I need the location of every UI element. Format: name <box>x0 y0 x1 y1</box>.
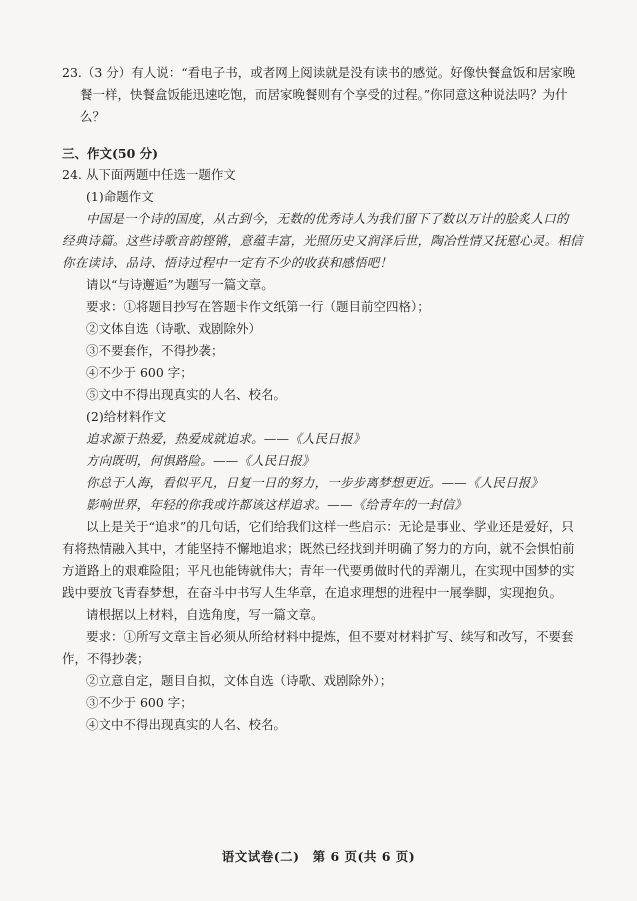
section-title: 三、作文(50 分) <box>62 146 159 161</box>
part1-material-line: 中国是一个诗的国度，从古到今，无数的优秀诗人为我们留下了数以万计的脍炙人口的 <box>86 211 569 226</box>
part2-paragraph-line: 以上是关于“追求”的几句话，它们给我们这样一些启示：无论是事业、学业还是爱好，只 <box>86 519 574 534</box>
part2-requirement: 作，不得抄袭； <box>62 651 150 666</box>
part2-paragraph-line: 践中要放飞青春梦想，在奋斗中书写人生华章，在追求理想的进程中一展拳脚，实现抱负。 <box>62 585 563 600</box>
part1-requirement: ③不要套作，不得抄袭； <box>86 343 224 358</box>
part1-requirement: ②文体自选（诗歌、戏剧除外） <box>86 321 262 336</box>
part2-requirement: 要求：①所写文章主旨必须从所给材料中提炼，但不要对材料扩写、续写和改写，不要套 <box>86 629 574 644</box>
part1-requirement: 要求：①将题目抄写在答题卡作文纸第一行（题目前空四格）； <box>86 299 430 314</box>
part2-quote: 你总于人海，看似平凡，日复一日的努力，一步步离梦想更近。——《人民日报》 <box>86 475 544 490</box>
question-23 <box>62 62 592 128</box>
part2-paragraph-line: 方道路上的艰难险阻；平凡也能铸就伟大；青年一代要勇做时代的弄潮儿，在实现中国梦的实 <box>62 563 575 578</box>
page-footer: 语文试卷(二) 第 6 页(共 6 页) <box>221 849 416 864</box>
part2-requirement: ④文中不得出现真实的人名、校名。 <box>86 717 287 732</box>
question-23-line-1: 23.（3 分）有人说：“看电子书，或者网上阅读就是没有读书的感觉。好像快餐盒饭和居家晚 <box>62 65 576 80</box>
question-23-line-2: 餐一样，快餐盒饭能迅速吃饱，而居家晚餐则有个享受的过程。”你同意这种说法吗？为什 <box>80 87 568 102</box>
part2-requirement: ③不少于 600 字； <box>86 695 193 710</box>
part2-requirement: ②立意自定，题目自拟，文体自选（诗歌、戏剧除外）； <box>86 673 393 688</box>
part1-requirement: ⑤文中不得出现真实的人名、校名。 <box>86 387 287 402</box>
part2-title: (2)给材料作文 <box>86 409 167 424</box>
part2-prompt: 请根据以上材料，自选角度，写一篇文章。 <box>86 607 324 622</box>
part2-paragraph-line: 有将热情融入其中，才能坚持不懈地追求；既然已经找到并明确了努力的方向，就不会惧怕前 <box>62 541 575 556</box>
question-23-line-3: 么？ <box>80 109 106 124</box>
part1-prompt: 请以“与诗邂逅”为题写一篇文章。 <box>86 277 274 292</box>
part2-quote: 方向既明，何惧路险。——《人民日报》 <box>86 453 315 468</box>
question-24 <box>62 164 592 736</box>
part1-material-line: 经典诗篇。这些诗歌音韵铿锵，意蕴丰富，光照历史又润泽后世，陶冶性情又抚慰心灵。相信 <box>62 233 583 248</box>
part1-title: (1)命题作文 <box>86 189 154 204</box>
part2-quote: 追求源于热爱，热爱成就追求。——《人民日报》 <box>86 431 366 446</box>
part2-quote: 影响世界，年轻的你我或许都该这样追求。——《给青年的一封信》 <box>86 497 468 512</box>
part1-requirement: ④不少于 600 字； <box>86 365 193 380</box>
question-24-title: 24. 从下面两题中任选一题作文 <box>62 167 236 182</box>
part1-material-line: 你在读诗、品诗、悟诗过程中一定有不少的收获和感悟吧！ <box>62 255 393 270</box>
